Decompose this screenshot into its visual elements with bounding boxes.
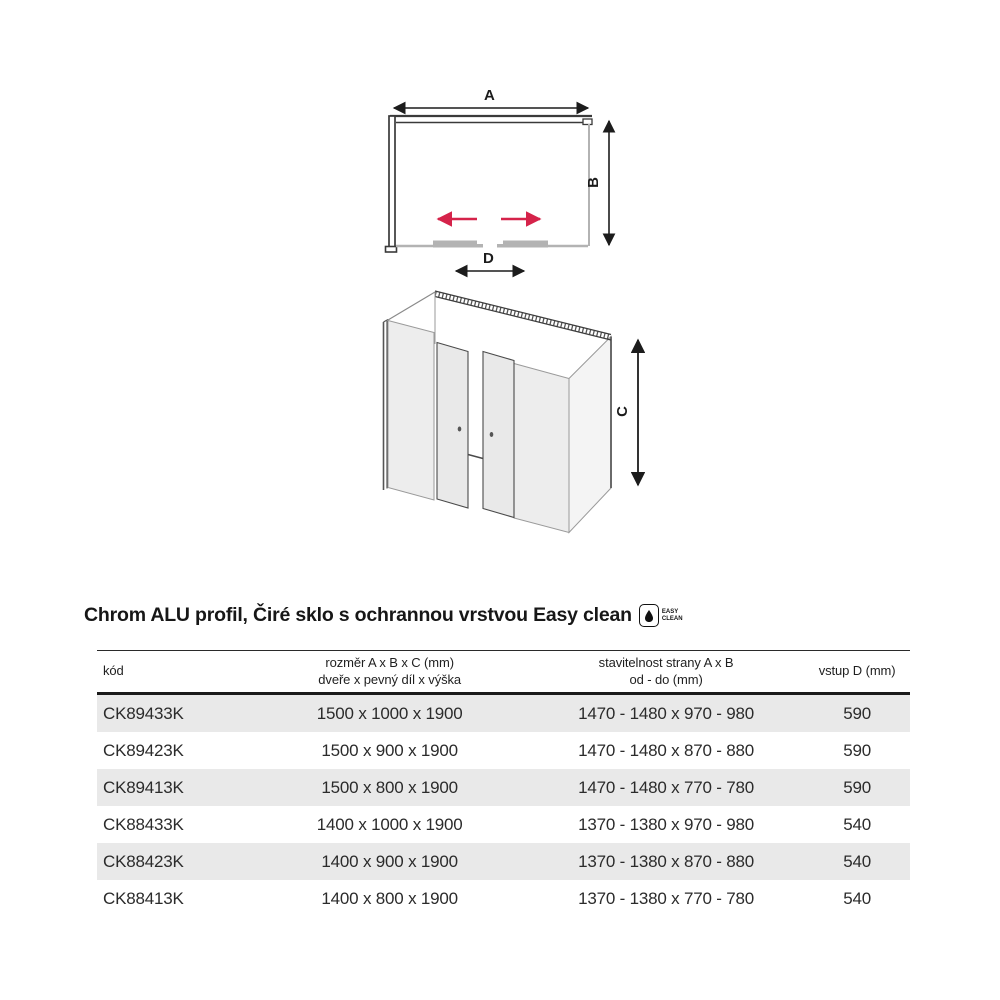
page-title: Chrom ALU profil, Čiré sklo s ochrannou vrstvou Easy clean — [84, 604, 632, 626]
3d-right-side-panel — [569, 337, 611, 533]
cell-dimensions: 1400 x 900 x 1900 — [321, 851, 458, 871]
dimension-label-d: D — [483, 250, 494, 267]
3d-top-left-edge — [388, 292, 435, 320]
cell-entry: 590 — [843, 740, 871, 760]
plan-left-door-bar — [433, 241, 483, 248]
cell-dimensions: 1500 x 800 x 1900 — [321, 777, 458, 797]
plan-view-drawing — [386, 108, 610, 271]
water-drop-icon — [639, 604, 659, 627]
cell-code: CK88423K — [103, 851, 184, 871]
header-dimensions: rozměr A x B x C (mm) dveře x pevný díl x výška — [318, 654, 462, 687]
table-row — [97, 732, 910, 769]
cell-adjustability: 1370 - 1380 x 770 - 780 — [578, 888, 755, 908]
cell-adjustability: 1370 - 1380 x 970 - 980 — [578, 814, 755, 834]
title-row — [84, 604, 683, 627]
cell-entry: 590 — [843, 703, 871, 723]
3d-right-door-handle — [490, 432, 494, 437]
3d-left-fixed-panel — [388, 321, 434, 501]
header-code: kód — [103, 663, 124, 679]
table-row — [97, 880, 910, 917]
plan-left-wall-profile — [389, 116, 395, 249]
3d-left-sliding-door — [437, 343, 468, 509]
3d-top-rail-hatching — [435, 294, 611, 338]
table-row — [97, 769, 910, 806]
3d-door-bottom-connector — [468, 455, 483, 459]
plan-right-door-bar — [497, 241, 548, 248]
cell-entry: 540 — [843, 814, 871, 834]
cell-code: CK89413K — [103, 777, 184, 797]
header-entry: vstup D (mm) — [818, 663, 896, 679]
cell-code: CK89433K — [103, 703, 184, 723]
cell-adjustability: 1470 - 1480 x 970 - 980 — [578, 703, 755, 723]
dimension-label-a: A — [484, 87, 495, 104]
cell-entry: 590 — [843, 777, 871, 797]
cell-adjustability: 1370 - 1380 x 870 - 880 — [578, 851, 755, 871]
cell-dimensions: 1500 x 1000 x 1900 — [316, 703, 463, 723]
plan-rail-end-notch — [583, 119, 592, 125]
cell-dimensions: 1500 x 900 x 1900 — [321, 740, 458, 760]
plan-left-wall-foot — [386, 247, 397, 253]
easy-clean-badge — [639, 604, 683, 627]
table-row — [97, 806, 910, 843]
cell-dimensions: 1400 x 1000 x 1900 — [316, 814, 463, 834]
spec-table — [97, 650, 910, 917]
3d-top-rail-upper-line — [435, 291, 611, 335]
cell-entry: 540 — [843, 851, 871, 871]
cell-dimensions: 1400 x 800 x 1900 — [321, 888, 458, 908]
table-row — [97, 843, 910, 880]
perspective-view-drawing — [384, 291, 639, 533]
header-adjustability: stavitelnost strany A x B od - do (mm) — [598, 654, 734, 687]
spec-table-header — [97, 650, 910, 695]
dimension-label-c: C — [613, 406, 631, 417]
cell-code: CK88413K — [103, 888, 184, 908]
3d-right-sliding-door — [483, 352, 514, 518]
cell-code: CK88433K — [103, 814, 184, 834]
cell-entry: 540 — [843, 888, 871, 908]
3d-right-fixed-panel — [514, 364, 569, 533]
3d-left-wall-profile-top — [384, 320, 389, 323]
cell-adjustability: 1470 - 1480 x 870 - 880 — [578, 740, 755, 760]
3d-left-door-handle — [458, 427, 462, 432]
dimension-label-b: B — [584, 177, 602, 188]
table-row — [97, 695, 910, 732]
cell-adjustability: 1470 - 1480 x 770 - 780 — [578, 777, 755, 797]
easy-clean-badge-text: EASY CLEAN — [661, 609, 683, 622]
3d-top-rail-lower-line — [435, 297, 611, 341]
cell-code: CK89423K — [103, 740, 184, 760]
